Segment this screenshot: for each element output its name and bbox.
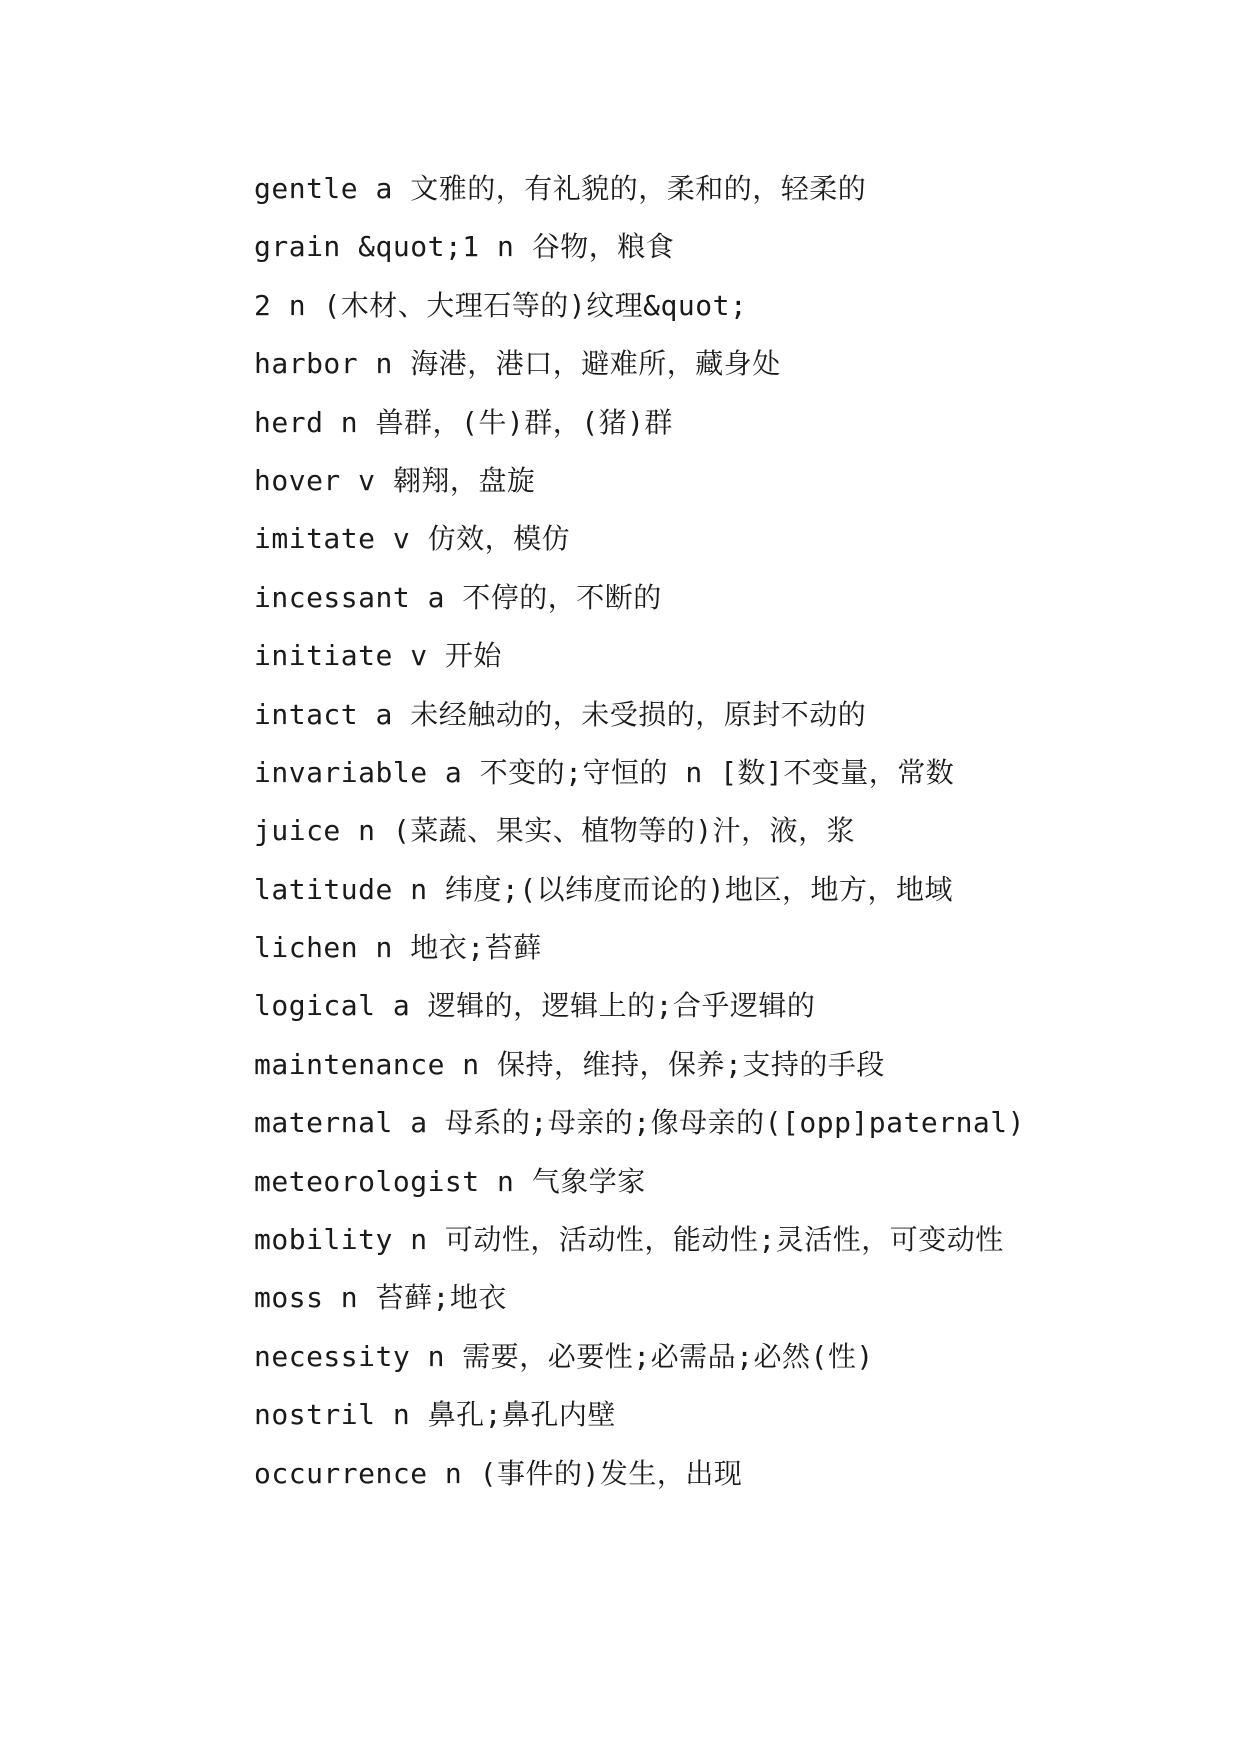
- list-item: juice n (菜蔬、果实、植物等的)汁，液，浆: [254, 814, 856, 848]
- list-item: latitude n 纬度;(以纬度而论的)地区，地方，地域: [254, 872, 954, 906]
- list-item: nostril n 鼻孔;鼻孔内壁: [254, 1398, 616, 1432]
- list-item: maternal a 母系的;母亲的;像母亲的([opp]paternal): [254, 1106, 1026, 1140]
- list-item: herd n 兽群，(牛)群，(猪)群: [254, 405, 673, 439]
- list-item: incessant a 不停的，不断的: [254, 580, 662, 614]
- list-item: necessity n 需要，必要性;必需品;必然(性): [254, 1339, 874, 1373]
- list-item: meteorologist n 气象学家: [254, 1164, 646, 1198]
- list-item: hover v 翱翔，盘旋: [254, 463, 536, 497]
- list-item: lichen n 地衣;苔藓: [254, 931, 542, 965]
- list-item: intact a 未经触动的，未受损的，原封不动的: [254, 697, 867, 731]
- list-item: moss n 苔藓;地衣: [254, 1281, 507, 1315]
- list-item: maintenance n 保持，维持，保养;支持的手段: [254, 1047, 885, 1081]
- list-item: invariable a 不变的;守恒的 n [数]不变量，常数: [254, 755, 955, 789]
- list-item: harbor n 海港，港口，避难所，藏身处: [254, 347, 781, 381]
- list-item: gentle a 文雅的，有礼貌的，柔和的，轻柔的: [254, 172, 867, 205]
- vocabulary-list: [190, 160, 1070, 1503]
- list-item: occurrence n (事件的)发生，出现: [254, 1456, 743, 1490]
- list-item: 2 n (木材、大理石等的)纹理&quot;: [254, 288, 748, 322]
- list-item: grain &quot;1 n 谷物，粮食: [254, 230, 675, 264]
- list-item: initiate v 开始: [254, 639, 502, 673]
- list-item: logical a 逻辑的，逻辑上的;合乎逻辑的: [254, 989, 816, 1023]
- list-item: mobility n 可动性，活动性，能动性;灵活性，可变动性: [254, 1223, 1004, 1257]
- list-item: imitate v 仿效，模仿: [254, 522, 571, 556]
